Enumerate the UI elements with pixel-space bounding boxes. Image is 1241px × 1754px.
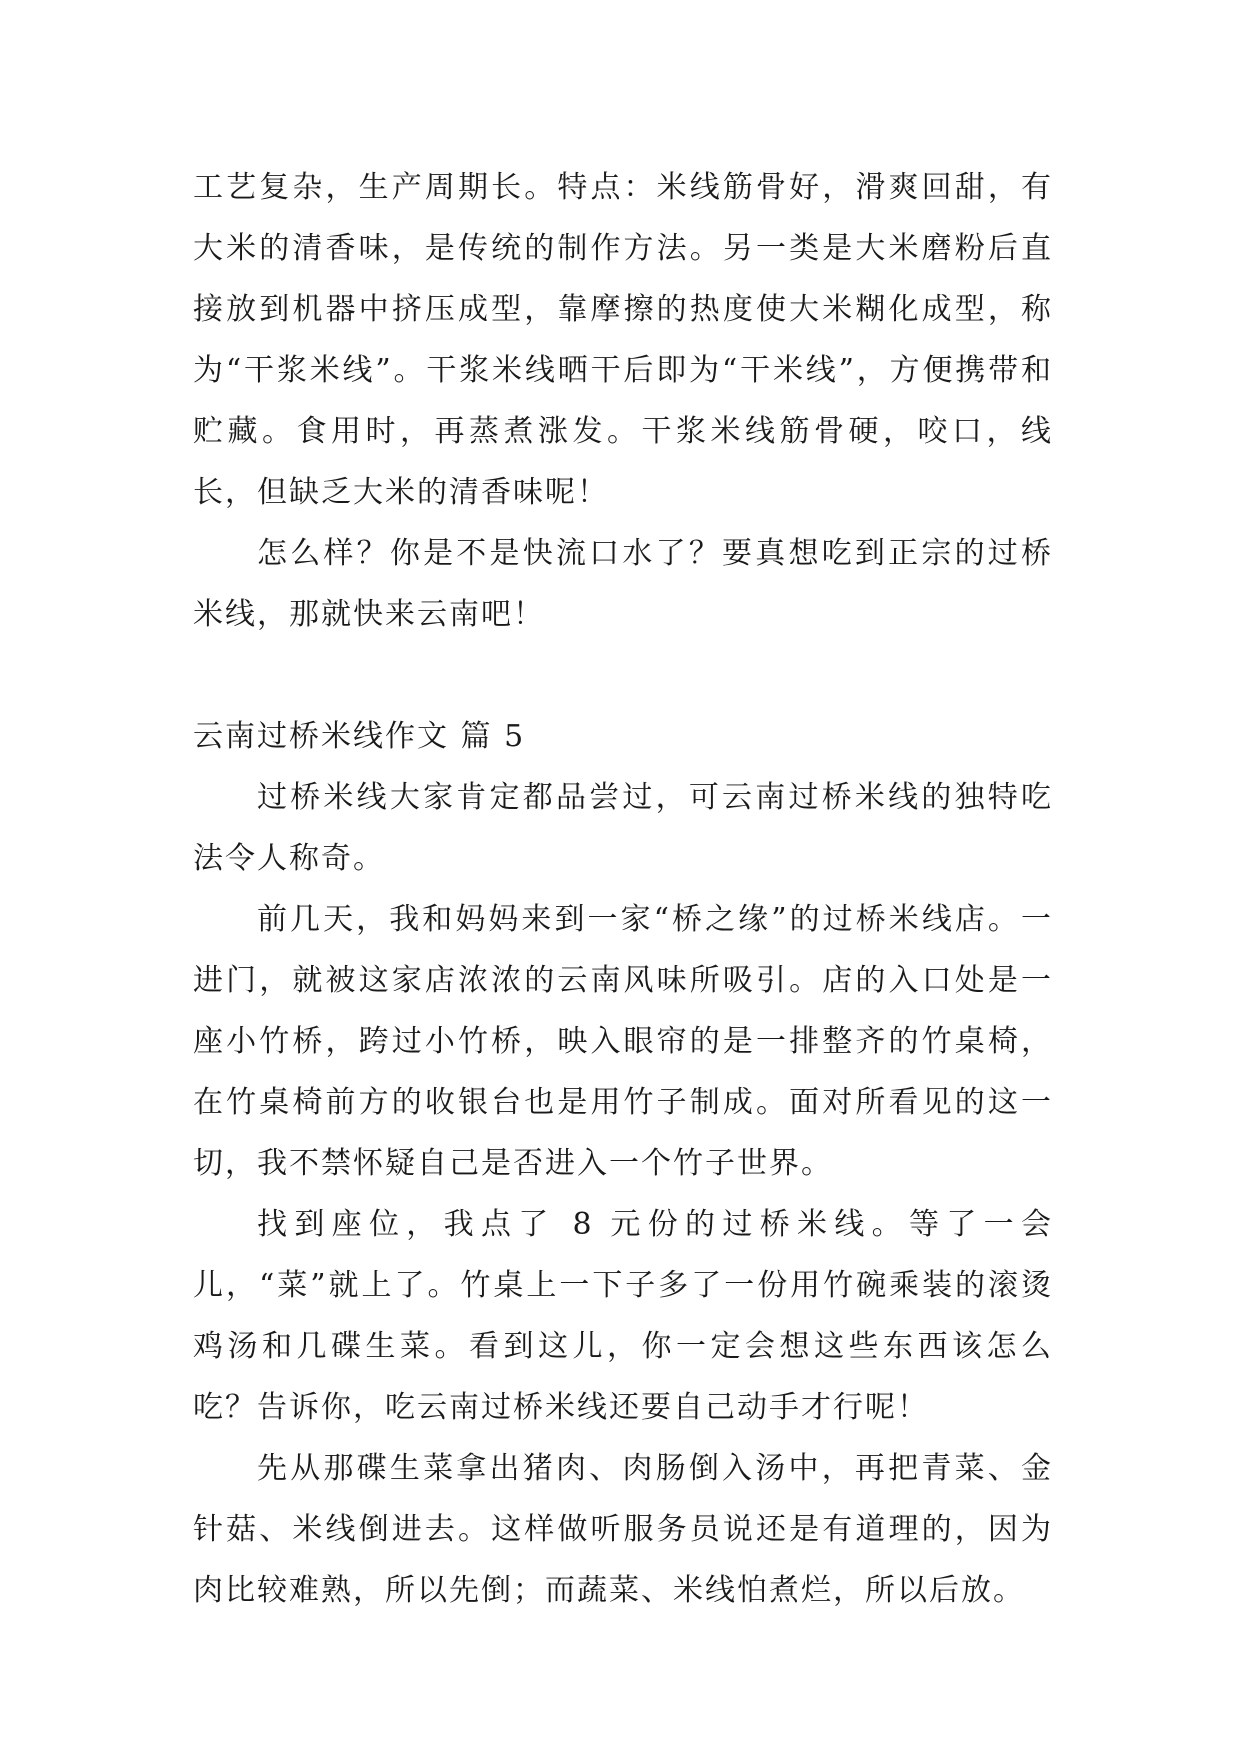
paragraph-order: 找到座位，我点了 8 元份的过桥米线。等了一会儿，“菜”就上了。竹桌上一下子多了一份用竹碗乘装的滚烫鸡汤和几碟生菜。看到这儿，你一定会想这些东西该怎么吃？告诉你，吃云南过桥米线还要自己动手才行呢！	[193, 1207, 1053, 1425]
paragraph-restaurant: 前几天，我和妈妈来到一家“桥之缘”的过桥米线店。一进门，就被这家店浓浓的云南风味所吸引。店的入口处是一座小竹桥，跨过小竹桥，映入眼帘的是一排整齐的竹桌椅，在竹桌椅前方的收银台也是用竹子制成。面对所看见的这一切，我不禁怀疑自己是否进入一个竹子世界。	[193, 902, 1053, 1181]
document-body	[193, 157, 1053, 1621]
paragraph-intro: 过桥米线大家肯定都品尝过，可云南过桥米线的独特吃法令人称奇。	[193, 780, 1053, 876]
paragraph-closing: 怎么样？你是不是快流口水了？要真想吃到正宗的过桥米线，那就快来云南吧！	[193, 536, 1053, 632]
paragraph-method: 先从那碟生菜拿出猪肉、肉肠倒入汤中，再把青菜、金针菇、米线倒进去。这样做听服务员说还是有道理的，因为肉比较难熟，所以先倒；而蔬菜、米线怕煮烂，所以后放。	[193, 1451, 1053, 1608]
paragraph-continuation: 工艺复杂，生产周期长。特点：米线筋骨好，滑爽回甜，有大米的清香味，是传统的制作方法。另一类是大米磨粉后直接放到机器中挤压成型，靠摩擦的热度使大米糊化成型，称为“干浆米线”。干浆米线晒干后即为“干米线”，方便携带和贮藏。食用时，再蒸煮涨发。干浆米线筋骨硬，咬口，线长，但缺乏大米的清香味呢！	[193, 170, 1053, 510]
section-heading: 云南过桥米线作文 篇 5	[193, 719, 526, 754]
